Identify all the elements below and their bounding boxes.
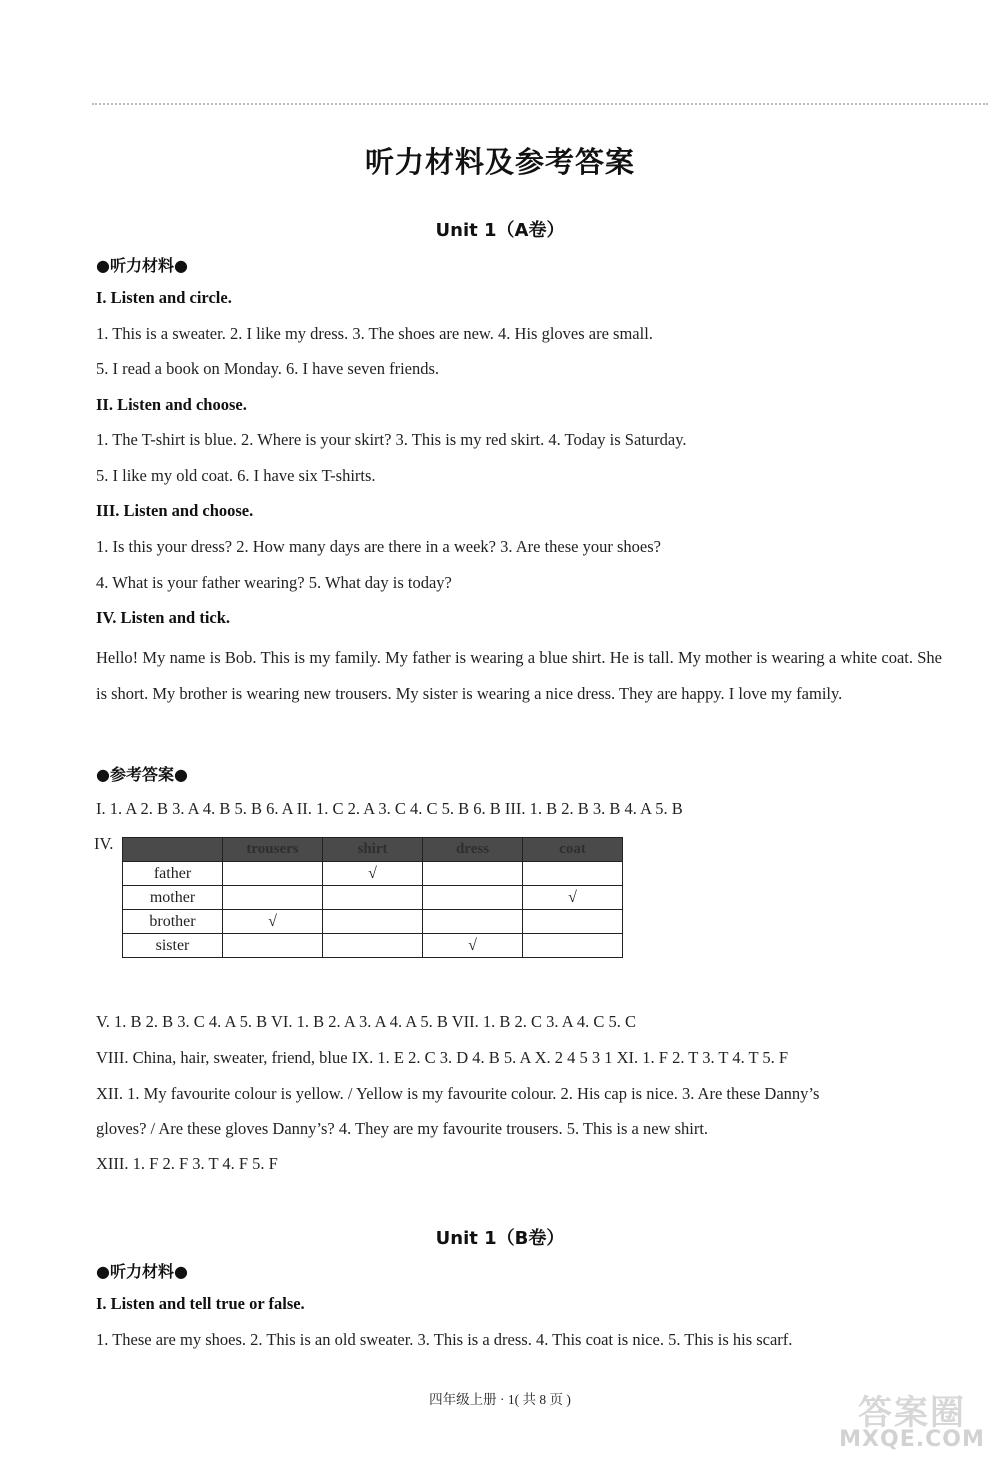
tick-col-header: dress <box>423 838 523 862</box>
section-4-heading: IV. Listen and tick. <box>96 608 231 627</box>
unit-a-answers-heading: ●参考答案● <box>96 765 188 784</box>
table-cell: √ <box>223 910 323 934</box>
table-cell: sister <box>123 934 223 958</box>
section-3-line-2: 4. What is your father wearing? 5. What day is today? <box>96 573 452 592</box>
section-2-line-2: 5. I like my old coat. 6. I have six T-shirts. <box>96 466 376 485</box>
watermark-top: 答案圈 <box>858 1393 966 1433</box>
table-cell: brother <box>123 910 223 934</box>
table-cell <box>323 910 423 934</box>
table-cell <box>223 862 323 886</box>
tick-table-header <box>123 838 623 862</box>
table-cell <box>523 934 623 958</box>
table-cell <box>223 934 323 958</box>
table-cell: √ <box>523 886 623 910</box>
table-cell <box>523 862 623 886</box>
table-row <box>123 862 623 886</box>
section-2-line-1: 1. The T-shirt is blue. 2. Where is your skirt? 3. This is my red skirt. 4. Today is Saturday. <box>96 430 687 449</box>
section-1-line-1: 1. This is a sweater. 2. I like my dress. 3. The shoes are new. 4. His gloves are small. <box>96 324 653 343</box>
section-1-heading: I. Listen and circle. <box>96 288 232 307</box>
table-cell: √ <box>423 934 523 958</box>
unit-b-section-1-heading: I. Listen and tell true or false. <box>96 1294 305 1313</box>
table-cell: father <box>123 862 223 886</box>
tick-table <box>122 837 623 958</box>
unit-b-title: Unit 1（B卷） <box>435 1228 565 1249</box>
table-row <box>123 886 623 910</box>
answers-line-5: gloves? / Are these gloves Danny’s? 4. They are my favourite trousers. 5. This is a new shirt. <box>96 1119 709 1138</box>
tick-col-header: shirt <box>323 838 423 862</box>
unit-a-listening-heading: ●听力材料● <box>96 256 188 275</box>
table-cell: √ <box>323 862 423 886</box>
table-cell: mother <box>123 886 223 910</box>
unit-a-title: Unit 1（A卷） <box>435 220 565 241</box>
tick-table-label: IV. <box>94 834 114 853</box>
table-cell <box>423 862 523 886</box>
section-3-heading: III. Listen and choose. <box>96 501 254 520</box>
table-cell <box>423 886 523 910</box>
unit-b-listening-heading: ●听力材料● <box>96 1262 188 1281</box>
unit-b-section-1-line: 1. These are my shoes. 2. This is an old sweater. 3. This is a dress. 4. This coat is nice. 5. This is his scarf. <box>96 1330 793 1349</box>
top-dotted-rule <box>92 103 988 105</box>
answers-line-6: XIII. 1. F 2. F 3. T 4. F 5. F <box>96 1154 278 1173</box>
table-cell <box>423 910 523 934</box>
tick-col-header: coat <box>523 838 623 862</box>
section-2-heading: II. Listen and choose. <box>96 395 247 414</box>
page-title: 听力材料及参考答案 <box>364 145 635 179</box>
table-cell <box>323 886 423 910</box>
section-1-line-2: 5. I read a book on Monday. 6. I have seven friends. <box>96 359 440 378</box>
table-cell <box>523 910 623 934</box>
table-cell <box>223 886 323 910</box>
answers-line-3: VIII. China, hair, sweater, friend, blue IX. 1. E 2. C 3. D 4. B 5. A X. 2 4 5 3 1 XI. 1. F 2. T 3. T 4. T 5. F <box>96 1048 789 1067</box>
section-3-line-1: 1. Is this your dress? 2. How many days are there in a week? 3. Are these your shoes? <box>96 537 661 556</box>
table-row <box>123 934 623 958</box>
table-row <box>123 910 623 934</box>
section-4-paragraph: Hello! My name is Bob. This is my family. My father is wearing a blue shirt. He is tall. My mother is wearing a white coat. She is short. My brother is wearing new trousers. My sister is wearing a nice dress. They are happy. I love my family. <box>96 648 942 703</box>
watermark-bottom: MXQE.COM <box>839 1427 985 1452</box>
answers-line-1: I. 1. A 2. B 3. A 4. B 5. B 6. A II. 1. C 2. A 3. C 4. C 5. B 6. B III. 1. B 2. B 3. B 4. A 5. B <box>96 799 683 818</box>
answers-line-4: XII. 1. My favourite colour is yellow. / Yellow is my favourite colour. 2. His cap is nice. 3. Are these Danny’s <box>96 1084 820 1103</box>
watermark-logo <box>832 1385 992 1455</box>
tick-col-header: trousers <box>223 838 323 862</box>
answers-line-2: V. 1. B 2. B 3. C 4. A 5. B VI. 1. B 2. A 3. A 4. A 5. B VII. 1. B 2. C 3. A 4. C 5. C <box>96 1012 637 1031</box>
table-cell <box>323 934 423 958</box>
tick-col-header <box>123 838 223 862</box>
page-footer: 四年级上册 · 1( 共 8 页 ) <box>429 1392 571 1407</box>
